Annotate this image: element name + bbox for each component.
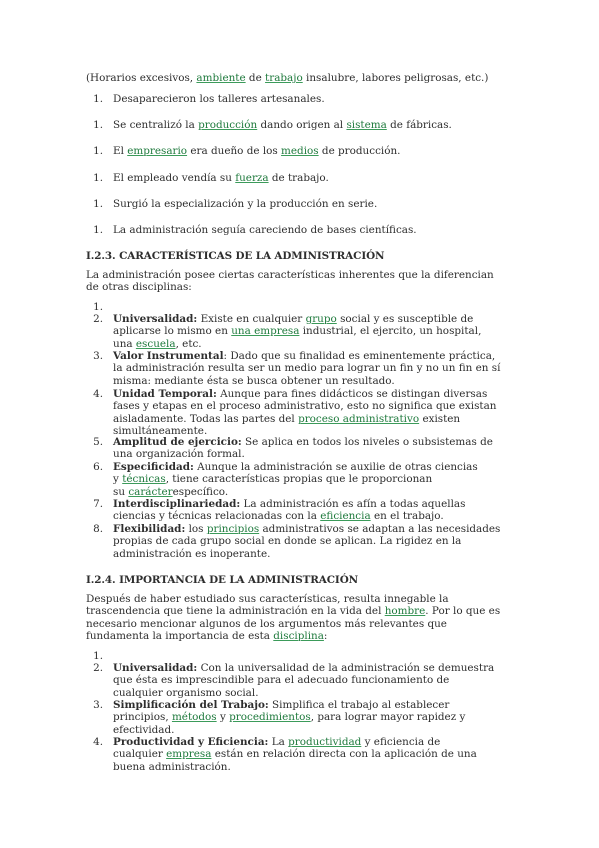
link-produccion[interactable]: producción <box>198 119 258 131</box>
list-number: 5. <box>93 436 103 448</box>
item-title: Flexibilidad: <box>113 523 186 535</box>
item-text: su <box>113 485 129 498</box>
list-item-simplificacion <box>113 699 518 736</box>
item-text: una <box>113 337 136 350</box>
list-item-text: Se centralizó la <box>113 119 199 131</box>
item-text: , para lograr mayor rapidez y <box>310 711 466 724</box>
item-text: principios, <box>113 711 172 724</box>
item-text: efectividad. <box>113 723 175 736</box>
link-grupo[interactable]: grupo <box>305 313 337 325</box>
item-text: específico. <box>172 485 229 498</box>
list-number: 1. <box>93 198 103 210</box>
item-text: administrativos se adaptan a las necesidades <box>259 523 501 535</box>
list-item-unidad-temporal <box>113 388 518 437</box>
list-number: 4. <box>93 736 103 748</box>
item-text: misma: mediante ésta se busca obtener un resultado. <box>113 374 395 387</box>
item-text: Existe en cualquier <box>197 313 306 325</box>
item-text: y <box>113 473 123 486</box>
link-proceso-administrativo[interactable]: proceso administrativo <box>298 412 420 425</box>
item-text: industrial, el ejercito, un hospital, <box>299 325 482 338</box>
link-empresa[interactable]: empresa <box>166 748 212 761</box>
list-number: 3. <box>93 350 103 362</box>
item-title: Unidad Temporal: <box>113 388 217 400</box>
list-item-flexibilidad <box>113 523 518 560</box>
item-text: y eficiencia de <box>361 736 441 748</box>
list-number: 1. <box>93 93 103 105</box>
intro-note-text: (Horarios excesivos, <box>86 72 197 84</box>
list-item-text: de trabajo. <box>268 172 329 184</box>
item-title: Interdisciplinariedad: <box>113 498 241 510</box>
list-item <box>113 198 518 210</box>
list-number: 8. <box>93 523 103 535</box>
list-number: 3. <box>93 699 103 711</box>
intro-note <box>86 72 488 84</box>
list-item-text: dando origen al <box>257 119 347 131</box>
list-number: 7. <box>93 498 103 510</box>
item-text: La <box>268 736 289 748</box>
item-text: y <box>216 711 230 724</box>
list-item-text: de fábricas. <box>386 119 452 131</box>
list-number: 2. <box>93 662 103 674</box>
item-text: social y es susceptible de <box>336 313 474 325</box>
list-item-universalidad <box>113 313 518 350</box>
item-text: Se aplica en todos los niveles o subsistemas de <box>241 436 493 448</box>
section-heading-importancia: I.2.4. IMPORTANCIA DE LA ADMINISTRACIÓN <box>86 574 359 586</box>
list-number: 1. <box>93 172 103 184</box>
section-heading-caracteristicas: I.2.3. CARACTERÍSTICAS DE LA ADMINISTRACIÓN <box>86 250 385 262</box>
list-item-productividad <box>113 736 518 773</box>
list-item-valor-instrumental <box>113 350 518 387</box>
list-item <box>113 145 518 157</box>
intro-line: . Por lo que es <box>425 605 501 618</box>
intro-line: : <box>323 629 328 642</box>
item-text: , tiene características propias que le proporcionan <box>165 473 433 486</box>
list-item <box>113 172 518 184</box>
link-ambiente[interactable]: ambiente <box>196 72 246 84</box>
list-number: 1. <box>93 650 103 662</box>
list-item-text: era dueño de los <box>187 145 282 157</box>
section-intro <box>86 269 518 294</box>
item-text: que ésta es imprescindible para el adecuado funcionamiento de <box>113 674 450 687</box>
intro-line: de otras disciplinas: <box>86 281 192 294</box>
link-procedimientos[interactable]: procedimientos <box>229 711 311 724</box>
list-item-text: La administración seguía careciendo de bases científicas. <box>113 224 417 236</box>
item-text: simultáneamente. <box>113 424 208 437</box>
list-item-interdisciplinariedad <box>113 498 518 523</box>
section-intro <box>86 593 518 642</box>
item-title: Productividad y Eficiencia: <box>113 736 269 748</box>
list-number: 1. <box>93 301 103 313</box>
item-text: fases y etapas en el proceso administrativo, esto no significa que existan <box>113 400 497 413</box>
list-item-text: de producción. <box>318 145 401 157</box>
list-number: 1. <box>93 119 103 131</box>
item-text: Aunque para fines didácticos se distingan diversas <box>216 388 488 400</box>
item-text: ciencias y técnicas relacionadas con la <box>113 510 321 523</box>
link-una-empresa[interactable]: una empresa <box>231 325 300 338</box>
link-metodos[interactable]: métodos <box>171 711 217 724</box>
list-item-text: El empleado vendía su <box>113 172 236 184</box>
item-text: una organización formal. <box>113 448 245 461</box>
intro-line: trascendencia que tiene la administración en la vida del <box>86 605 385 618</box>
list-item-text: Desaparecieron los talleres artesanales. <box>113 93 325 105</box>
list-item-especificidad <box>113 461 518 498</box>
link-caracter[interactable]: carácter <box>128 485 173 498</box>
list-item <box>113 119 518 131</box>
item-title: Simplificación del Trabajo: <box>113 699 269 711</box>
item-title: Universalidad: <box>113 313 198 325</box>
link-hombre[interactable]: hombre <box>384 605 426 618</box>
item-text: aplicarse lo mismo en <box>113 325 232 338</box>
item-text: , etc. <box>175 337 202 350</box>
list-number: 6. <box>93 461 103 473</box>
item-text: La administración es afín a todas aquellas <box>240 498 466 510</box>
list-item-text: Surgió la especialización y la producción en serie. <box>113 198 378 210</box>
link-principios[interactable]: principios <box>206 523 260 535</box>
item-text: los <box>185 523 207 535</box>
link-disciplina[interactable]: disciplina <box>273 629 324 642</box>
item-title: Amplitud de ejercicio: <box>113 436 242 448</box>
list-item-amplitud <box>113 436 518 461</box>
intro-line: La administración posee ciertas características inherentes que la diferencian <box>86 269 494 281</box>
link-medios[interactable]: medios <box>281 145 319 157</box>
item-text: buena administración. <box>113 760 231 773</box>
item-text: Con la universalidad de la administración se demuestra <box>197 662 495 674</box>
list-number: 1. <box>93 145 103 157</box>
list-number: 4. <box>93 388 103 400</box>
item-text: cualquier <box>113 748 167 761</box>
link-escuela[interactable]: escuela <box>135 337 176 350</box>
item-text: : Dado que su finalidad es eminentemente práctica, <box>223 350 496 362</box>
list-item <box>113 93 518 105</box>
intro-line: Después de haber estudiado sus características, resulta innegable la <box>86 593 449 605</box>
link-empresario[interactable]: empresario <box>127 145 188 157</box>
item-text: administración es inoperante. <box>113 547 271 560</box>
intro-note-text: de <box>245 72 266 84</box>
item-text: existen <box>419 412 461 425</box>
list-item-text: El <box>113 145 128 157</box>
intro-line: fundamenta la importancia de esta <box>86 629 274 642</box>
item-text: Aunque la administración se auxilie de otras ciencias <box>193 461 478 473</box>
item-text: aisladamente. Todas las partes del <box>113 412 299 425</box>
list-item <box>113 224 518 236</box>
item-title: Valor Instrumental <box>113 350 224 362</box>
item-text: están en relación directa con la aplicación de una <box>211 748 477 761</box>
link-sistema[interactable]: sistema <box>346 119 387 131</box>
link-productividad[interactable]: productividad <box>288 736 362 748</box>
link-tecnicas[interactable]: técnicas <box>122 473 166 486</box>
link-fuerza[interactable]: fuerza <box>235 172 269 184</box>
item-text: cualquier organismo social. <box>113 686 259 699</box>
item-title: Especificidad: <box>113 461 194 473</box>
item-text: Simplifica el trabajo al establecer <box>268 699 450 711</box>
item-text: en el trabajo. <box>370 510 444 523</box>
intro-line: necesario mencionar algunos de los argumentos más relevantes que <box>86 617 447 630</box>
item-text: la administración resulta ser un medio para lograr un fin y no un fin en sí <box>113 362 501 375</box>
list-item-universalidad <box>113 662 518 699</box>
item-text: propias de cada grupo social en donde se aplican. La rigidez en la <box>113 535 462 548</box>
intro-note-text: insalubre, labores peligrosas, etc.) <box>302 72 489 84</box>
list-number: 2. <box>93 313 103 325</box>
link-trabajo[interactable]: trabajo <box>265 72 303 84</box>
item-title: Universalidad: <box>113 662 198 674</box>
link-eficiencia[interactable]: eficiencia <box>320 510 371 523</box>
list-number: 1. <box>93 224 103 236</box>
